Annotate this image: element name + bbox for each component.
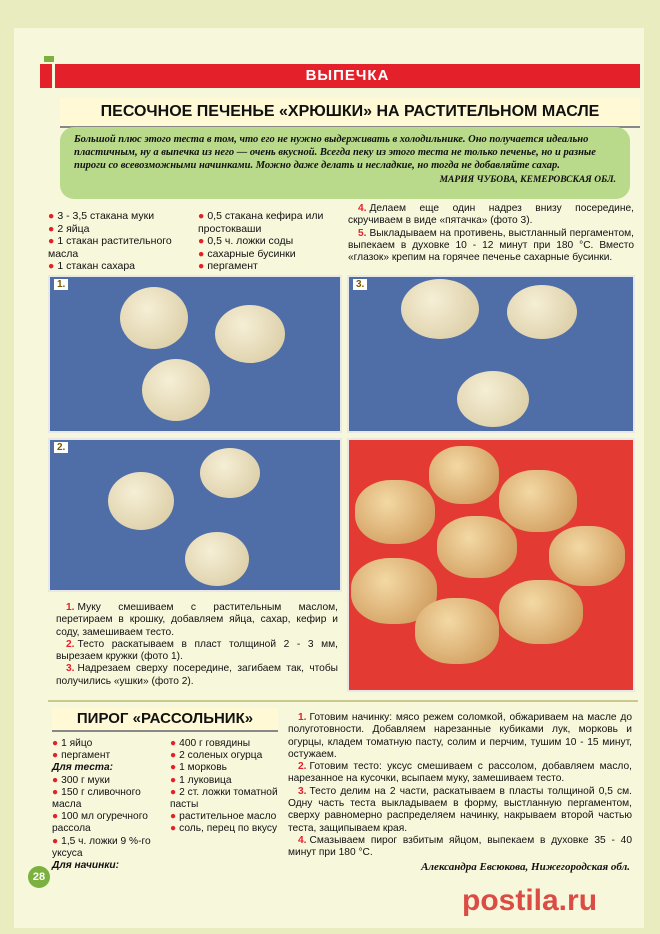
ingredient-item	[170, 750, 288, 762]
bullet-icon: ●	[170, 762, 177, 774]
photo-3-tag: 3.	[353, 279, 367, 290]
bullet-icon: ●	[198, 210, 205, 222]
ingredient-text: 1 луковица	[179, 774, 232, 786]
bullet-icon: ●	[170, 823, 177, 835]
ingredient-item	[52, 750, 164, 762]
step	[56, 663, 338, 688]
photo-3	[347, 275, 635, 433]
dough-circle	[120, 287, 188, 349]
watermark: postila.ru	[462, 884, 598, 917]
ingredient-text: растительное масло	[179, 811, 277, 823]
recipe1-intro	[60, 127, 630, 199]
ingredient-text: 0,5 стакана кефира или простокваши	[198, 210, 324, 235]
recipe1-steps-left	[56, 602, 338, 688]
step-text: Делаем еще один надрез внизу посередине, скручиваем в виде «пятачка» (фото 3).	[348, 203, 634, 227]
ingredient-text: сахарные бусинки	[207, 247, 296, 260]
section-marker-accent	[44, 56, 54, 62]
bullet-icon: ●	[170, 738, 177, 749]
step-number: 1.	[66, 602, 75, 613]
dough-circle	[142, 359, 210, 421]
pig-cookie	[415, 598, 499, 664]
ingredient-text: 150 г сливочного масла	[52, 786, 141, 811]
pig-cookie	[499, 470, 577, 532]
ingredient-item	[170, 775, 288, 787]
ingredient-item	[170, 762, 288, 774]
bullet-icon: ●	[198, 260, 205, 272]
ingredient-heading: Для теста:	[52, 762, 114, 774]
ingredient-item	[198, 248, 338, 261]
bullet-icon: ●	[198, 247, 205, 260]
ingredient-text: 2 соленых огурца	[179, 750, 263, 762]
step-number: 4.	[298, 834, 307, 846]
bullet-icon: ●	[170, 786, 177, 798]
step-text: Муку смешиваем с растительным маслом, перетираем в крошку, добавляем яйца, сахар, кефир и соду, замешиваем тесто.	[56, 602, 338, 638]
ingredient-item	[198, 235, 338, 248]
ingredient-text: пергамент	[61, 750, 111, 762]
recipe2-author: Александра Евсюкова, Нижегородская обл.	[421, 861, 630, 873]
ingredient-text: 2 ст. ложки томатной пасты	[170, 786, 278, 811]
bullet-icon: ●	[52, 835, 59, 847]
dough-circle	[185, 532, 249, 586]
pig-cookie	[355, 480, 435, 544]
recipe1-title: ПЕСОЧНОЕ ПЕЧЕНЬЕ «ХРЮШКИ» НА РАСТИТЕЛЬНОМ МАСЛЕ	[60, 98, 640, 128]
photo-2	[48, 438, 342, 592]
pig-cookie	[429, 446, 499, 504]
ingredient-text: 100 мл огуречного рассола	[52, 811, 148, 835]
step-number: 5.	[358, 227, 367, 239]
bullet-icon: ●	[170, 774, 177, 786]
step-number: 1.	[298, 712, 307, 723]
ingredient-item	[48, 223, 188, 236]
ingredient-text: 2 яйца	[57, 222, 90, 235]
ingredient-item	[170, 787, 288, 811]
page-number: 28	[28, 866, 50, 888]
bullet-icon: ●	[170, 750, 177, 762]
step-number: 4.	[358, 203, 367, 214]
divider	[48, 700, 638, 702]
bullet-icon: ●	[52, 738, 59, 749]
ingredient-item	[52, 738, 164, 750]
ingredient-item	[48, 235, 188, 260]
ingredient-item	[170, 738, 288, 750]
pig-cookie	[437, 516, 517, 578]
ingredient-text: соль, перец по вкусу	[179, 823, 278, 835]
ingredient-text: 300 г муки	[61, 774, 110, 786]
dough-circle	[108, 472, 174, 530]
ingredient-text: 1 стакан растительного масла	[48, 235, 172, 260]
ingredient-item	[198, 260, 338, 273]
step-number: 2.	[66, 638, 75, 650]
recipe2-title: ПИРОГ «РАССОЛЬНИК»	[52, 708, 278, 732]
recipe1-ingredients-col2	[198, 210, 338, 273]
bullet-icon: ●	[48, 222, 55, 235]
step-text: Выкладываем на противень, выстланный пергаментом, выпекаем в духовке 10 - 12 минут при 180 °С. Вместо «глазок» крепим на горячее печенье сахарные бусинки.	[348, 227, 634, 264]
step	[56, 602, 338, 639]
step-text: Смазываем пирог взбитым яйцом, выпекаем в духовке 35 - 40 минут при 180 °С.	[288, 834, 632, 859]
section-marker	[40, 64, 52, 88]
step-text: Тесто раскатываем в пласт толщиной 2 - 3 мм, вырезаем кружки (фото 1).	[56, 638, 338, 663]
photo-1	[48, 275, 342, 433]
ingredient-item	[170, 811, 288, 823]
photo-1-tag: 1.	[54, 279, 68, 290]
step	[288, 761, 632, 786]
recipe1-steps-right	[348, 203, 634, 264]
ingredient-item	[198, 210, 338, 235]
recipe1-ingredients-col1	[48, 210, 188, 273]
recipe2-steps	[288, 712, 632, 860]
bullet-icon: ●	[198, 235, 205, 247]
step-text: Тесто делим на 2 части, раскатываем в пласты толщиной 0,5 см. Одну часть теста выкладываем в форму, выстланную пергаментом, сверху равномерно распределяем начинку, накрываем второй частью теста, защипываем края.	[288, 785, 632, 834]
ingredient-item	[170, 823, 288, 835]
dough-circle	[200, 448, 260, 498]
step	[56, 639, 338, 664]
ingredient-text: 1 стакан сахара	[57, 260, 136, 272]
ingredient-text: пергамент	[207, 260, 258, 272]
step-number: 3.	[298, 785, 307, 797]
ingredient-text: 1 морковь	[179, 762, 227, 774]
ingredient-item	[48, 260, 188, 273]
photo-finished-cookies	[347, 438, 635, 692]
bullet-icon: ●	[52, 786, 59, 798]
bullet-icon: ●	[52, 750, 59, 762]
ingredient-text: 3 - 3,5 стакана муки	[57, 210, 155, 222]
section-header: ВЫПЕЧКА	[55, 64, 640, 88]
step-text: Готовим начинку: мясо режем соломкой, обжариваем на масле до полуготовности. Добавляем нарезанные кубиками лук, морковь и огурцы, кладем томатную пасту, солим и перчим, тушим 10 - 15 минут, остужаем.	[288, 712, 632, 760]
recipe1-author: МАРИЯ ЧУБОВА, КЕМЕРОВСКАЯ ОБЛ.	[439, 175, 616, 185]
step	[348, 203, 634, 228]
step	[288, 712, 632, 761]
bullet-icon: ●	[48, 260, 55, 272]
ingredient-text: 0,5 ч. ложки соды	[207, 235, 294, 247]
ingredient-item	[48, 210, 188, 223]
step	[348, 228, 634, 265]
ingredient-item	[52, 811, 164, 835]
photo-2-tag: 2.	[54, 442, 68, 453]
ingredient-text: 1,5 ч. ложки 9 %-го уксуса	[52, 835, 151, 859]
dough-circle	[215, 305, 285, 363]
bullet-icon: ●	[170, 811, 177, 823]
dough-pig	[507, 285, 577, 339]
dough-pig	[401, 279, 479, 339]
ingredient-text: 1 яйцо	[61, 738, 93, 749]
bullet-icon: ●	[52, 811, 59, 823]
step	[288, 786, 632, 835]
step-number: 3.	[66, 663, 75, 675]
recipe2-ingredients-col1	[52, 738, 164, 872]
recipe2-ingredients-col2	[170, 738, 288, 836]
step-number: 2.	[298, 761, 307, 773]
step-text: Надрезаем сверху посередине, загибаем так, чтобы получились «ушки» (фото 2).	[56, 663, 338, 687]
recipe1-intro-text: Большой плюс этого теста в том, что его не нужно выдерживать в холодильнике. Оно получается идеально пластичным, ну а выпечка из него — очень вкусной. Всегда пеку из этого теста не только печенье, но и разные пироги со всевозможными начинками. Можно даже делать и несладкие, но тогда не добавляйте сахар.	[74, 134, 596, 171]
ingredient-heading: Для начинки:	[52, 860, 120, 872]
ingredient-text: 400 г говядины	[179, 738, 251, 749]
dough-pig	[457, 371, 529, 427]
ingredient-item	[52, 787, 164, 811]
bullet-icon: ●	[48, 235, 55, 247]
pig-cookie	[549, 526, 625, 586]
pig-cookie	[499, 580, 583, 644]
bullet-icon: ●	[48, 210, 55, 222]
ingredient-item	[52, 836, 164, 860]
step	[288, 835, 632, 860]
ingredient-item	[52, 775, 164, 787]
bullet-icon: ●	[52, 774, 59, 786]
step-text: Готовим тесто: уксус смешиваем с рассолом, добавляем масло, нарезанное на кусочки, всыпаем муку, замешиваем тесто.	[288, 761, 632, 785]
